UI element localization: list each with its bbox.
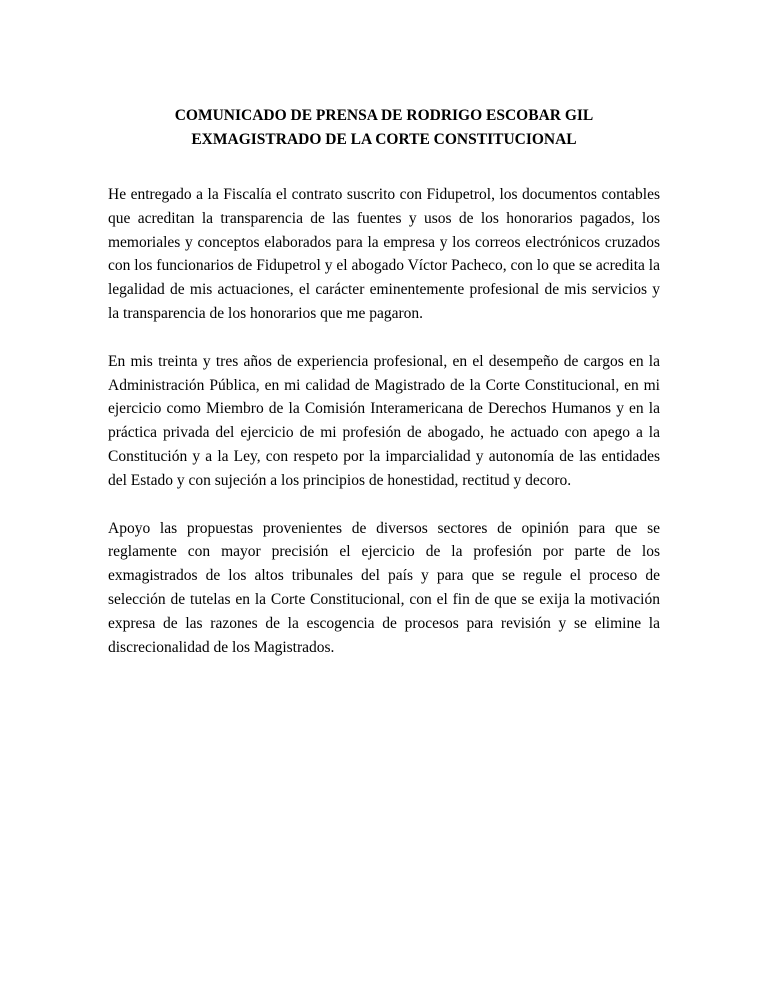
paragraph-1: He entregado a la Fiscalía el contrato suscrito con Fidupetrol, los documentos contables que acreditan la transparencia de las fuentes y usos de los honorarios pagados, los memoriales y conceptos elaborados para la empresa y los correos electrónicos cruzados con los funcionarios de Fidupetrol y el abogado Víctor Pacheco, con lo que se acredita la legalidad de mis actuaciones, el carácter eminentemente profesional de mis servicios y la transparencia de los honorarios que me pagaron.	[108, 186, 660, 322]
paragraph-3: Apoyo las propuestas provenientes de diversos sectores de opinión para que se reglamente con mayor precisión el ejercicio de la profesión por parte de los exmagistrados de los altos tribunales del país y para que se regule el proceso de selección de tutelas en la Corte Constitucional, con el fin de que se exija la motivación expresa de las razones de la escogencia de procesos para revisión y se elimine la discrecionalidad de los Magistrados.	[108, 519, 660, 656]
paragraph-2: En mis treinta y tres años de experiencia profesional, en el desempeño de cargos en la Administración Pública, en mi calidad de Magistrado de la Corte Constitucional, en mi ejercicio como Miembro de la Comisión Interamericana de Derechos Humanos y en la práctica privada del ejercicio de mi profesión de abogado, he actuado con apego a la Constitución y a la Ley, con respeto por la imparcialidad y autonomía de las entidades del Estado y con sujeción a los principios de honestidad, rectitud y decoro.	[108, 352, 660, 489]
title-line-1: COMUNICADO DE PRENSA DE RODRIGO ESCOBAR GIL	[174, 107, 594, 124]
document-body	[108, 183, 660, 683]
document-title	[108, 104, 660, 152]
title-line-2: EXMAGISTRADO DE LA CORTE CONSTITUCIONAL	[191, 131, 577, 148]
